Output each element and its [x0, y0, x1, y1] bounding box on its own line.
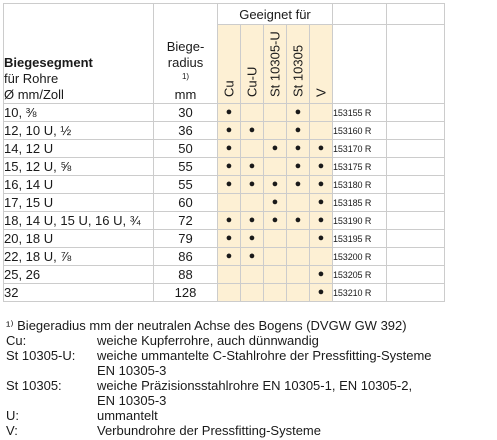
suitability-cell [264, 212, 287, 230]
bullet-icon: ● [225, 232, 233, 244]
suitability-cell [241, 140, 264, 158]
suitability-cell [241, 104, 264, 122]
article-number-cell: 153190 R [333, 212, 387, 230]
bullet-icon: ● [225, 106, 233, 118]
extra-header-blank [387, 4, 445, 25]
legend-term: Cu: [6, 333, 27, 348]
legend-term: V: [6, 423, 18, 438]
legend-item [6, 333, 494, 348]
radius-cell: 72 [154, 212, 218, 230]
legend-description-line: weiche Präzisionsstahlrohre EN 10305-1, EN 10305-2, [97, 378, 413, 393]
suitability-cell [241, 248, 264, 266]
bullet-icon: ● [317, 178, 325, 190]
radius-header-line3: mm [174, 87, 197, 102]
legend-item [6, 378, 494, 408]
legend-term: St 10305: [6, 378, 62, 393]
legend-description-line: weiche ummantelte C-Stahlrohre der Pressfitting-Systeme [97, 348, 432, 363]
radius-cell: 128 [154, 284, 218, 302]
segment-cell: 32 [4, 284, 154, 302]
suitability-cell [287, 212, 310, 230]
legend-description-line: weiche Kupferrohre, auch dünnwandig [97, 333, 319, 348]
radius-cell: 79 [154, 230, 218, 248]
suitability-cell [218, 104, 241, 122]
column-header-label: Cu-U [244, 66, 260, 97]
segment-header [4, 4, 154, 104]
column-header-cu-u [241, 25, 264, 104]
radius-cell: 86 [154, 248, 218, 266]
bullet-icon: ● [294, 124, 302, 136]
table-row [4, 266, 445, 284]
column-header-label: Cu [221, 80, 237, 97]
article-number-cell: 153155 R [333, 104, 387, 122]
suitability-cell [218, 140, 241, 158]
suitability-cell [310, 194, 333, 212]
suitability-cell [287, 122, 310, 140]
article-header-blank [333, 4, 387, 25]
article-number-cell: 153185 R [333, 194, 387, 212]
article-number-cell: 153210 R [333, 284, 387, 302]
suitability-group-header: Geeignet für [218, 4, 333, 25]
radius-cell: 88 [154, 266, 218, 284]
suitability-cell [241, 122, 264, 140]
segment-cell: 14, 12 U [4, 140, 154, 158]
segment-header-title: Biegesegment [4, 55, 93, 70]
segment-cell: 18, 14 U, 15 U, 16 U, ¾ [4, 212, 154, 230]
notes-section [6, 318, 494, 438]
article-number-cell: 153205 R [333, 266, 387, 284]
empty-cell [387, 230, 445, 248]
suitability-cell [310, 284, 333, 302]
suitability-cell [241, 158, 264, 176]
bullet-icon: ● [317, 232, 325, 244]
bullet-icon: ● [317, 214, 325, 226]
radius-footnote-marker: 1) [181, 72, 190, 81]
suitability-cell [287, 176, 310, 194]
radius-cell: 55 [154, 176, 218, 194]
bullet-icon: ● [317, 196, 325, 208]
bullet-icon: ● [225, 214, 233, 226]
suitability-cell [264, 284, 287, 302]
legend-item [6, 348, 494, 378]
legend-description-line: Verbundrohre der Pressfitting-Systeme [97, 423, 321, 438]
suitability-cell [264, 194, 287, 212]
suitability-cell [218, 122, 241, 140]
article-number-cell: 153200 R [333, 248, 387, 266]
table-row [4, 194, 445, 212]
article-number-cell: 153195 R [333, 230, 387, 248]
table-row [4, 122, 445, 140]
suitability-cell [264, 266, 287, 284]
empty-cell [387, 122, 445, 140]
legend-description [97, 408, 494, 423]
bullet-icon: ● [248, 160, 256, 172]
article-number-cell: 153175 R [333, 158, 387, 176]
segment-cell: 15, 12 U, ⅝ [4, 158, 154, 176]
radius-cell: 60 [154, 194, 218, 212]
suitability-cell [218, 284, 241, 302]
table-row [4, 140, 445, 158]
bullet-icon: ● [294, 178, 302, 190]
suitability-cell [287, 248, 310, 266]
legend-term: St 10305-U: [6, 348, 76, 363]
article-number-cell: 153170 R [333, 140, 387, 158]
bullet-icon: ● [248, 214, 256, 226]
legend-description-line: EN 10305-3 [97, 393, 167, 408]
bullet-icon: ● [317, 142, 325, 154]
radius-cell: 36 [154, 122, 218, 140]
column-header-st-10305-u [264, 25, 287, 104]
empty-cell [387, 104, 445, 122]
suitability-cell [310, 212, 333, 230]
suitability-cell [287, 284, 310, 302]
suitability-cell [218, 230, 241, 248]
bullet-icon: ● [248, 232, 256, 244]
bullet-icon: ● [317, 268, 325, 280]
suitability-cell [287, 104, 310, 122]
segment-cell: 16, 14 U [4, 176, 154, 194]
column-header-cu [218, 25, 241, 104]
suitability-cell [310, 104, 333, 122]
table-row [4, 248, 445, 266]
table-row [4, 158, 445, 176]
suitability-cell [264, 140, 287, 158]
legend-description [97, 333, 494, 348]
article-header-blank-lower [333, 25, 387, 104]
bullet-icon: ● [271, 178, 279, 190]
article-number-cell: 153180 R [333, 176, 387, 194]
legend-description [97, 348, 494, 378]
segment-cell: 25, 26 [4, 266, 154, 284]
empty-cell [387, 194, 445, 212]
radius-header-line1: Biege- [166, 39, 205, 54]
suitability-cell [218, 212, 241, 230]
suitability-cell [218, 158, 241, 176]
extra-header-blank-lower [387, 25, 445, 104]
bullet-icon: ● [294, 160, 302, 172]
bullet-icon: ● [294, 106, 302, 118]
suitability-cell [264, 248, 287, 266]
suitability-cell [241, 176, 264, 194]
legend-description [97, 423, 494, 438]
bullet-icon: ● [225, 160, 233, 172]
bullet-icon: ● [271, 142, 279, 154]
suitability-cell [218, 266, 241, 284]
segment-header-line3: Ø mm/Zoll [4, 87, 64, 102]
segment-cell: 10, ⅜ [4, 104, 154, 122]
suitability-cell [241, 284, 264, 302]
empty-cell [387, 284, 445, 302]
column-header-label: St 10305 [290, 44, 306, 97]
suitability-cell [287, 266, 310, 284]
bending-segment-table [3, 3, 445, 302]
suitability-cell [241, 230, 264, 248]
suitability-cell [287, 158, 310, 176]
radius-header-line2: radius [167, 55, 204, 70]
suitability-cell [287, 194, 310, 212]
suitability-cell [310, 176, 333, 194]
radius-cell: 55 [154, 158, 218, 176]
bullet-icon: ● [225, 142, 233, 154]
table-row [4, 212, 445, 230]
radius-footnote: ¹⁾ Biegeradius mm der neutralen Achse des Bogens (DVGW GW 392) [6, 318, 407, 333]
legend-item [6, 408, 494, 423]
segment-cell: 22, 18 U, ⅞ [4, 248, 154, 266]
segment-cell: 17, 15 U [4, 194, 154, 212]
suitability-cell [264, 158, 287, 176]
suitability-cell [310, 248, 333, 266]
suitability-cell [241, 266, 264, 284]
empty-cell [387, 176, 445, 194]
suitability-cell [287, 230, 310, 248]
suitability-cell [310, 158, 333, 176]
legend-description-line: EN 10305-3 [97, 363, 167, 378]
suitability-cell [310, 122, 333, 140]
suitability-cell [218, 176, 241, 194]
segment-header-line2: für Rohre [4, 71, 59, 86]
bullet-icon: ● [225, 178, 233, 190]
suitability-cell [310, 140, 333, 158]
suitability-cell [264, 122, 287, 140]
legend-description [97, 378, 494, 408]
legend-term: U: [6, 408, 19, 423]
column-header-label: St 10305-U [267, 31, 283, 97]
suitability-cell [264, 176, 287, 194]
bullet-icon: ● [248, 178, 256, 190]
bullet-icon: ● [294, 214, 302, 226]
suitability-cell [264, 104, 287, 122]
table-row [4, 284, 445, 302]
bullet-icon: ● [248, 124, 256, 136]
empty-cell [387, 140, 445, 158]
suitability-cell [218, 194, 241, 212]
empty-cell [387, 212, 445, 230]
suitability-cell [264, 230, 287, 248]
empty-cell [387, 266, 445, 284]
suitability-cell [310, 266, 333, 284]
table-row [4, 230, 445, 248]
suitability-cell [241, 212, 264, 230]
radius-cell: 30 [154, 104, 218, 122]
suitability-cell [218, 248, 241, 266]
segment-cell: 20, 18 U [4, 230, 154, 248]
legend-item [6, 423, 494, 438]
table-row [4, 176, 445, 194]
legend-description-line: ummantelt [97, 408, 158, 423]
bullet-icon: ● [225, 250, 233, 262]
column-header-label: V [313, 88, 329, 97]
column-header-v [310, 25, 333, 104]
bullet-icon: ● [225, 124, 233, 136]
radius-cell: 50 [154, 140, 218, 158]
empty-cell [387, 248, 445, 266]
column-header-st-10305 [287, 25, 310, 104]
empty-cell [387, 158, 445, 176]
bullet-icon: ● [271, 196, 279, 208]
table-row [4, 104, 445, 122]
bullet-icon: ● [271, 214, 279, 226]
segment-cell: 12, 10 U, ½ [4, 122, 154, 140]
bullet-icon: ● [317, 160, 325, 172]
bullet-icon: ● [294, 142, 302, 154]
suitability-cell [287, 140, 310, 158]
suitability-cell [241, 194, 264, 212]
bullet-icon: ● [317, 286, 325, 298]
suitability-cell [310, 230, 333, 248]
bullet-icon: ● [248, 250, 256, 262]
legend-list [6, 333, 494, 438]
article-number-cell: 153160 R [333, 122, 387, 140]
radius-header [154, 4, 218, 104]
